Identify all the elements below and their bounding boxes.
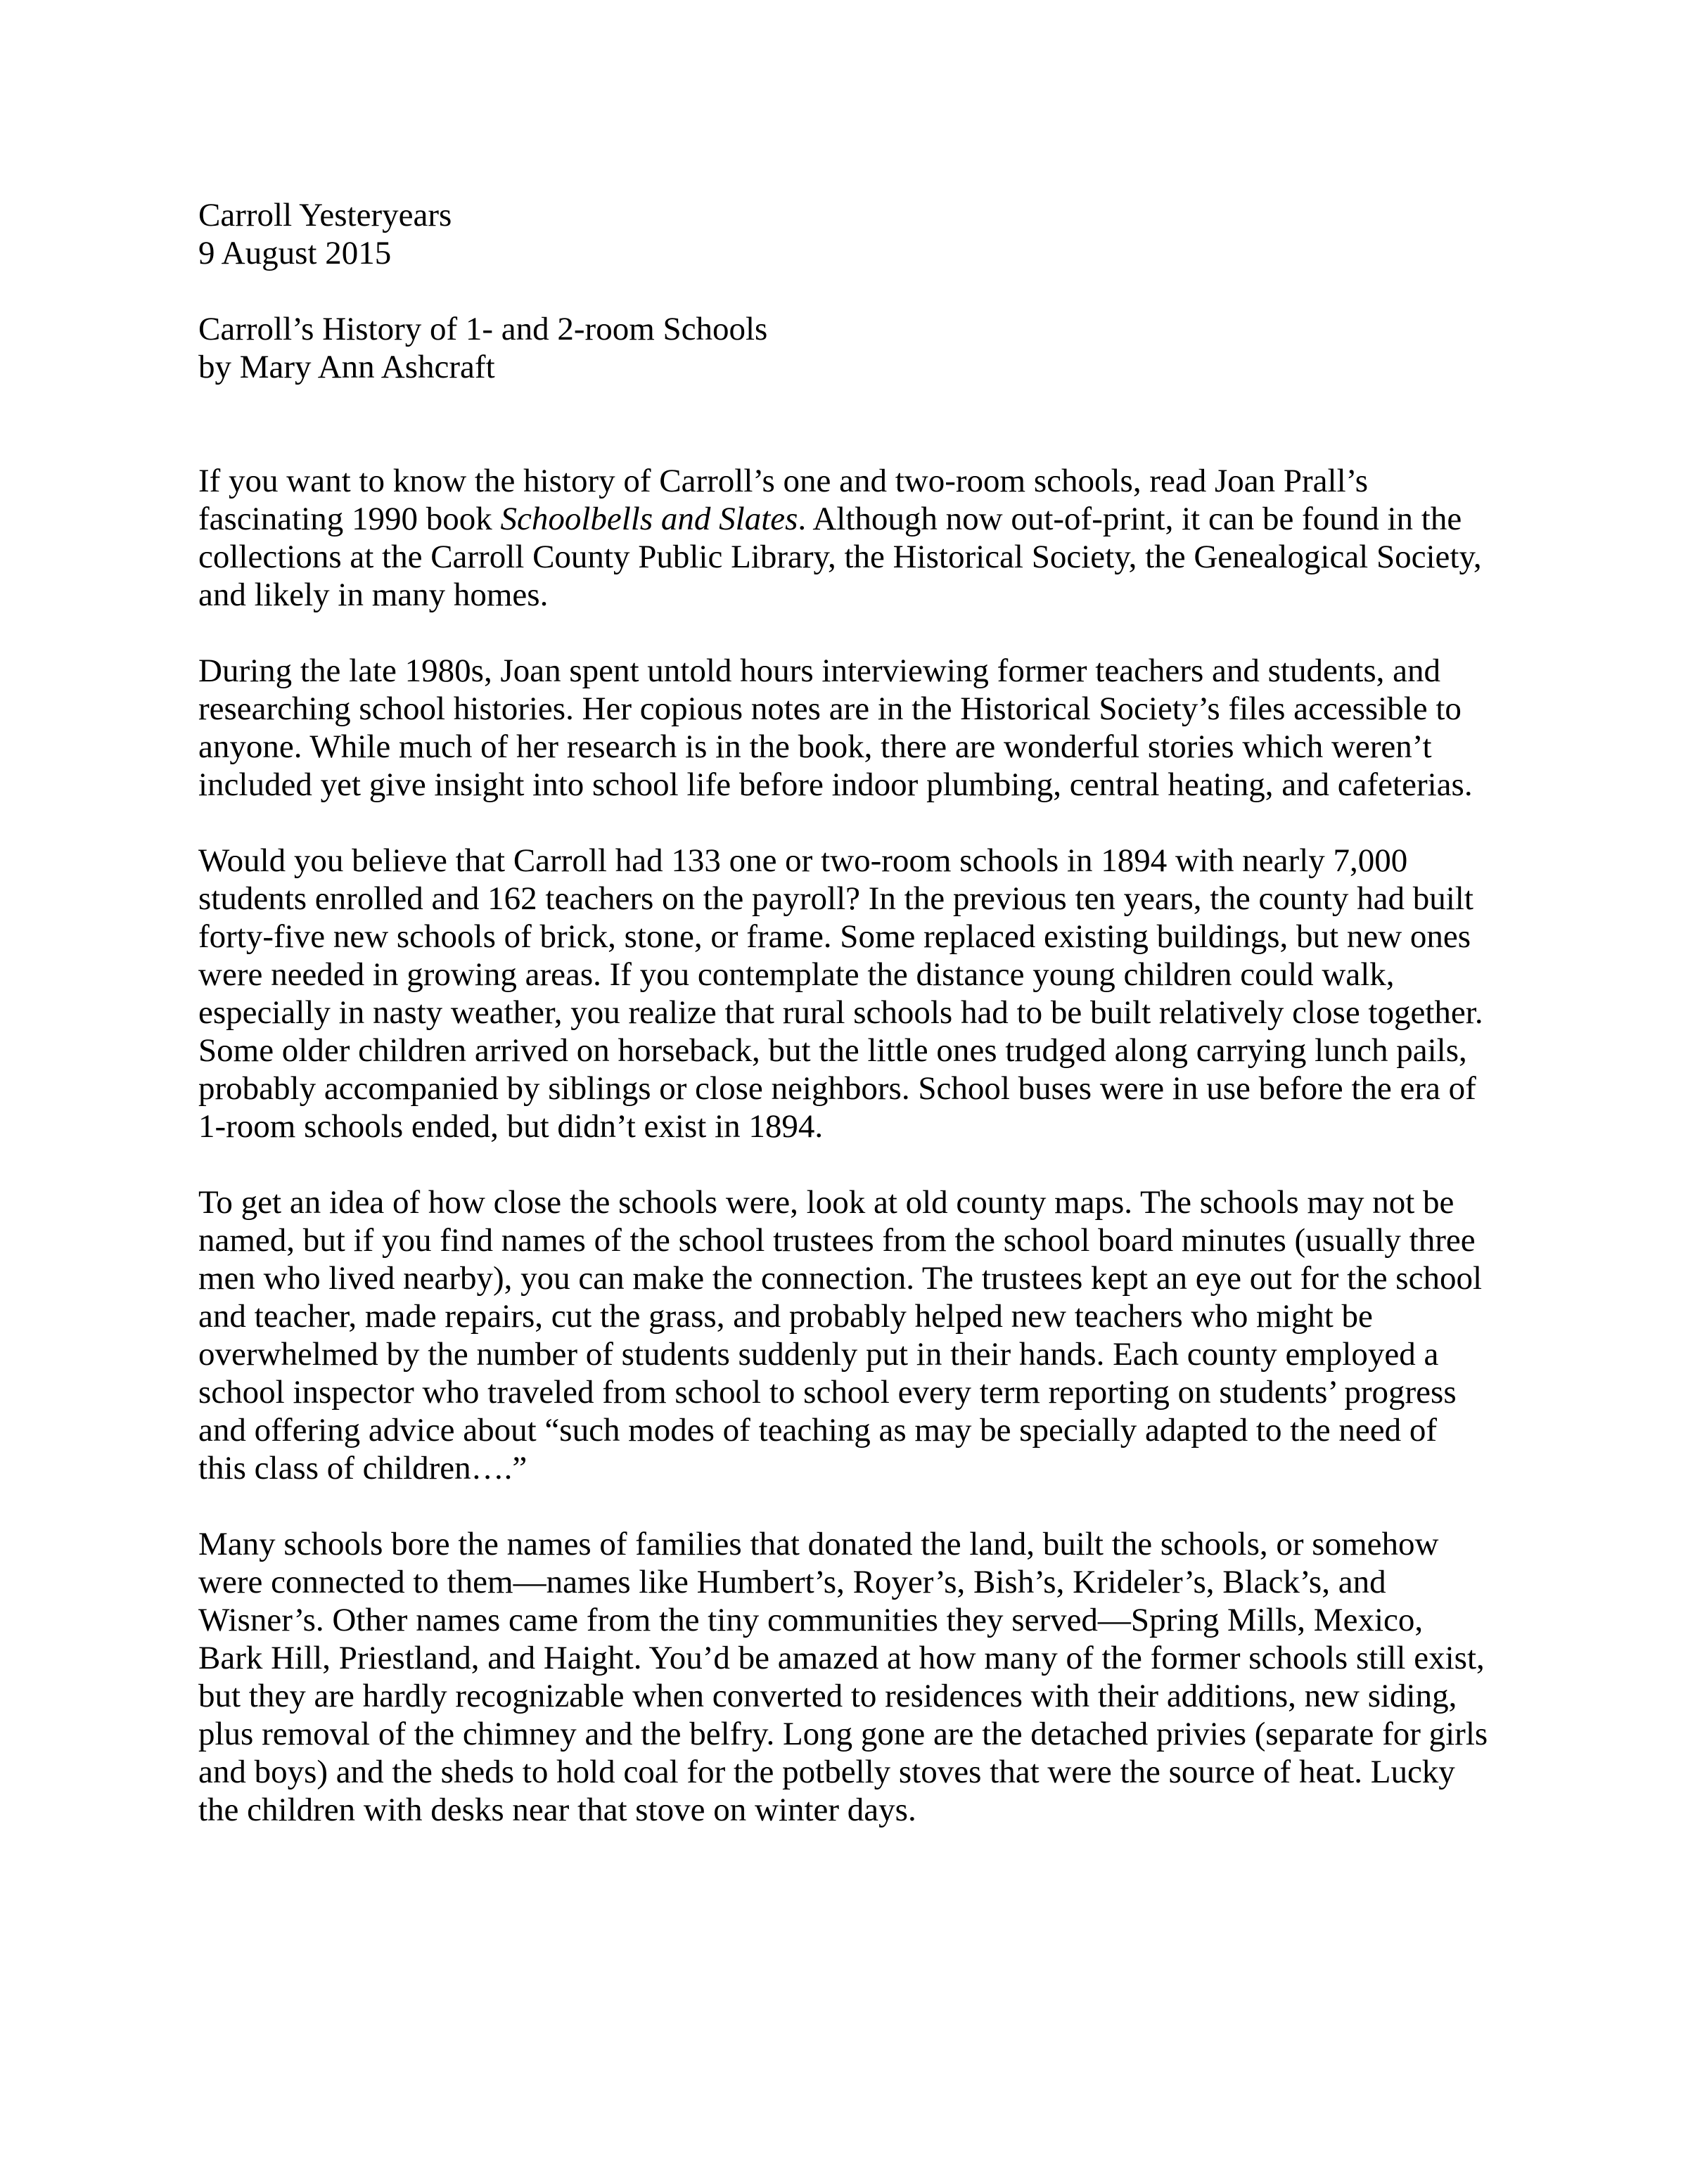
paragraph-school-names: Many schools bore the names of families that donated the land, built the schools, or somehow were connected to them—names like Humbert’s, Royer’s, Bish’s, Krideler’s, Black’s, and Wisner’s. Other names came from the tiny communities they served—Spring Mills, Mexico, Bark Hill, Priestland, and Haight. You’d be amazed at how many of the former schools still exist, but they are hardly recognizable when converted to residences with their additions, new siding, plus removal of the chimney and the belfry. Long gone are the detached privies (separate for girls and boys) and the sheds to hold coal for the potbelly stoves that were the source of heat. Lucky the children with desks near that stove on winter days. xyxy=(198,1526,1488,1828)
paragraph-county-maps-trustees: To get an idea of how close the schools were, look at old county maps. The schools may not be named, but if you find names of the school trustees from the school board minutes (usually three men who lived nearby), you can make the connection. The trustees kept an eye out for the school and teacher, made repairs, cut the grass, and probably helped new teachers who might be overwhelmed by the number of students suddenly put in their hands. Each county employed a school inspector who traveled from school to school every term reporting on students’ progress and offering advice about “such modes of teaching as may be specially adapted to the need of this class of children….” xyxy=(198,1184,1483,1486)
publication-title: Carroll Yesteryears xyxy=(198,197,452,233)
paragraph-text: . Although now out-of-print, it can be found in the collections at the Carroll County Public Library, the Historical Society, the Genealogical Society, and likely in many homes. xyxy=(198,501,1482,613)
document-header xyxy=(198,196,1490,386)
publication-date: 9 August 2015 xyxy=(198,235,392,271)
byline: by Mary Ann Ashcraft xyxy=(198,349,495,385)
paragraph-intro-book xyxy=(198,462,1490,614)
paragraph-text: If you want to know the history of Carroll’s one and two-room schools, read Joan Prall’s fascinating 1990 book xyxy=(198,463,1368,537)
spacer xyxy=(198,386,1490,462)
spacer xyxy=(198,272,1490,310)
paragraph-joan-research: During the late 1980s, Joan spent untold hours interviewing former teachers and students, and researching school histories. Her copious notes are in the Historical Society’s files accessible to anyone. While much of her research is in the book, there are wonderful stories which weren’t included yet give insight into school life before indoor plumbing, central heating, and cafeterias. xyxy=(198,653,1473,803)
book-title-italic: Schoolbells and Slates xyxy=(500,501,798,537)
paragraph-school-statistics: Would you believe that Carroll had 133 one or two-room schools in 1894 with nearly 7,000 students enrolled and 162 teachers on the payroll? In the previous ten years, the county had built forty-five new schools of brick, stone, or frame. Some replaced existing buildings, but new ones were needed in growing areas. If you contemplate the distance young children could walk, especially in nasty weather, you realize that rural schools had to be built relatively close together. Some older children arrived on horseback, but the little ones trudged along carrying lunch pails, probably accompanied by siblings or close neighbors. School buses were in use before the era of 1-room schools ended, but didn’t exist in 1894. xyxy=(198,842,1483,1145)
article-title: Carroll’s History of 1- and 2-room Schools xyxy=(198,311,768,347)
